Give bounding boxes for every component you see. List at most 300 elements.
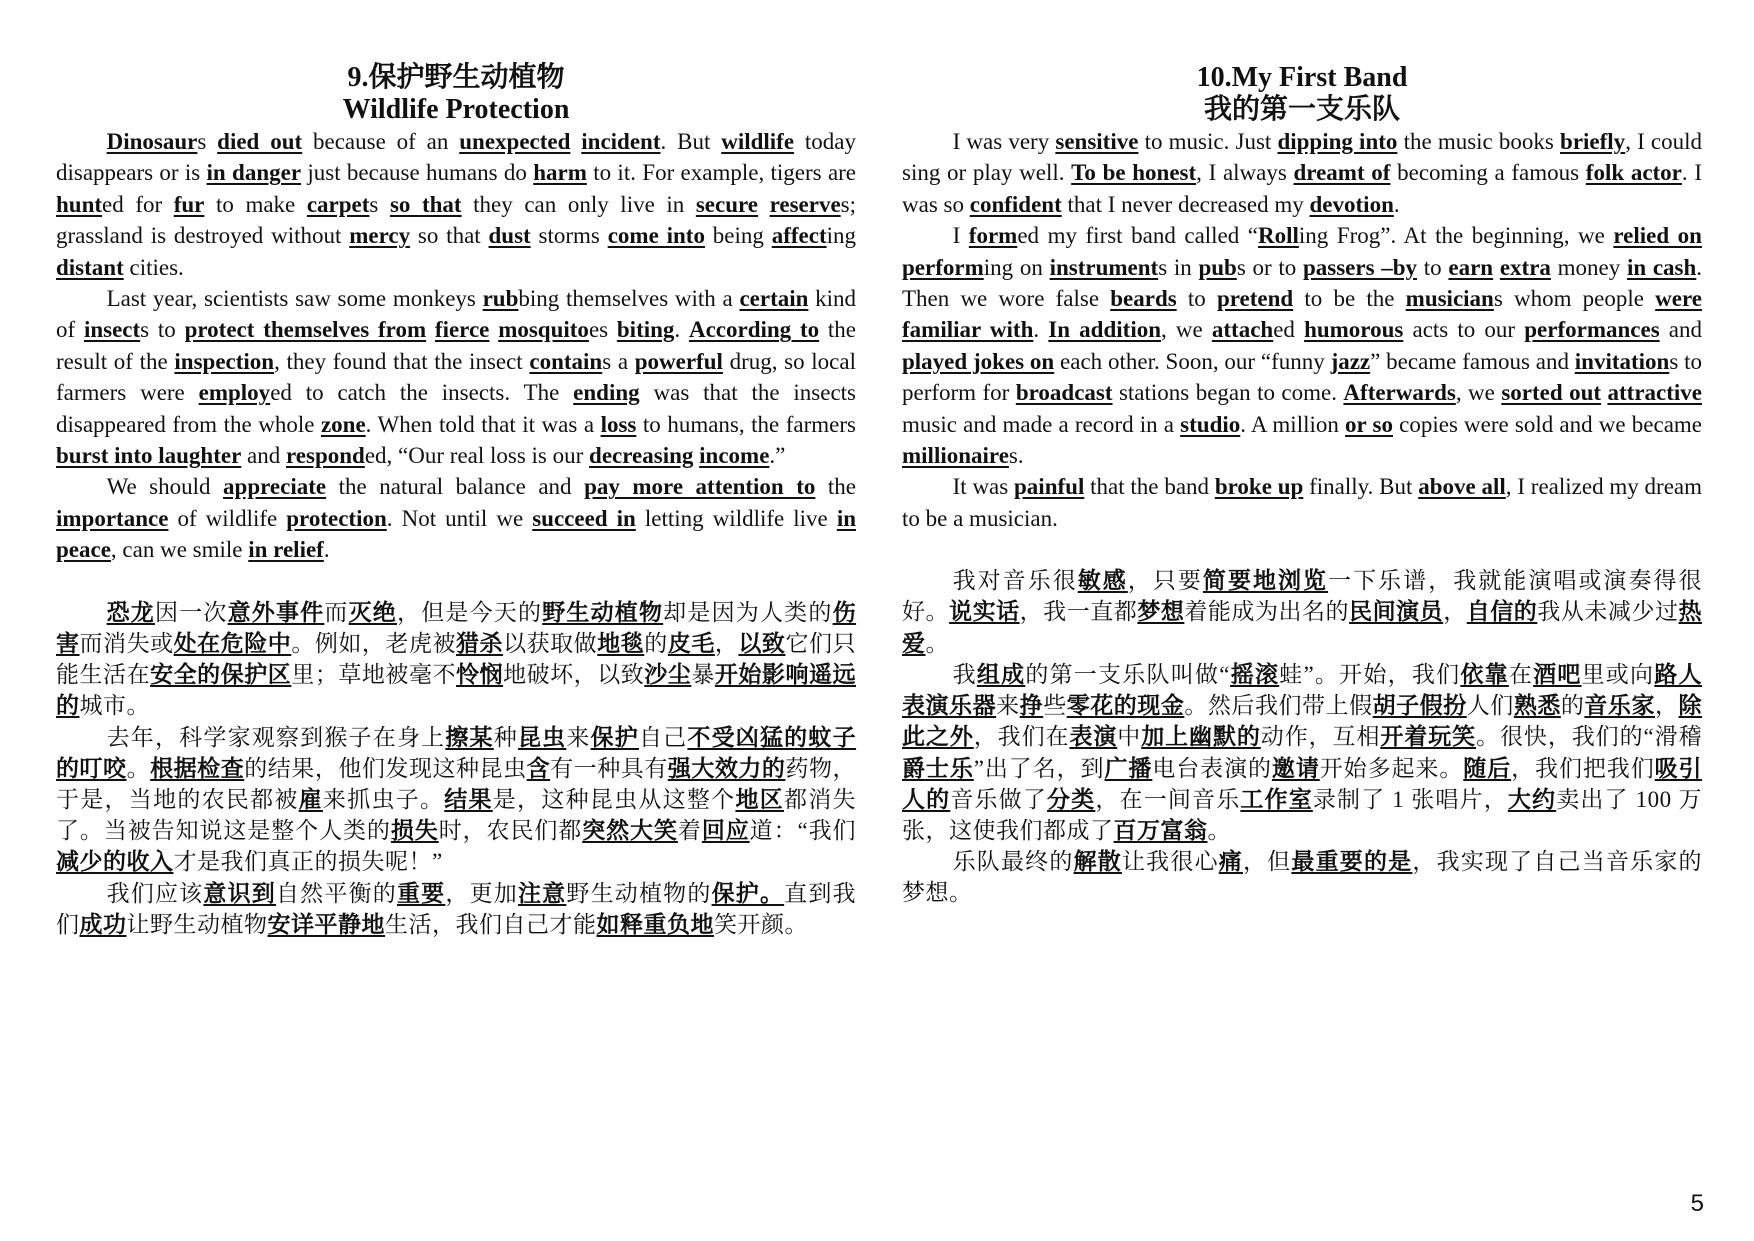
vocab-term: 处在危险中 [173, 630, 292, 656]
text-run: ed my first band called “ [1017, 223, 1259, 249]
text-run: 直到我们 [56, 880, 857, 937]
text-run: 是，这种昆虫从这整个 [492, 786, 736, 812]
text-run: ， [714, 630, 739, 656]
vocab-term: 保护 [590, 724, 639, 750]
text-run: .” [769, 443, 786, 469]
section-title-en: 10.My First Band [1196, 62, 1408, 93]
vocab-term: in danger [206, 160, 302, 186]
vocab-term: attractive [1607, 380, 1702, 406]
text-run: that I never decreased my [1061, 191, 1310, 217]
text-run: drug, so local farmers were [56, 348, 856, 406]
text-run: ，但是今天的 [397, 599, 543, 625]
text-run: to it. For example, tigers are [586, 160, 857, 186]
vocab-term: 安全的保护区 [150, 662, 292, 688]
text-run: 动作，互相 [1260, 724, 1381, 750]
vocab-term: 最重要的是 [1291, 849, 1413, 875]
text-run: , they found that the insect [274, 348, 530, 374]
text-run: 自然平衡的 [275, 880, 397, 906]
vocab-term: 回应 [701, 818, 750, 844]
vocab-term: musician [1405, 286, 1494, 312]
vocab-term: in peace [56, 505, 856, 563]
text-run: 来 [566, 724, 591, 750]
vocab-term: 保护。 [711, 880, 785, 906]
vocab-term: unexpected [459, 129, 571, 154]
vocab-term: secure [695, 191, 759, 217]
vocab-term: 含 [526, 755, 551, 781]
text-run: ，我们在 [973, 724, 1070, 750]
paragraph [56, 126, 856, 283]
vocab-term: 随后 [1463, 755, 1512, 781]
text-run: Last year, scientists saw some monkeys [106, 286, 483, 312]
text-run: 而 [324, 599, 349, 625]
vocab-term: wildlife [721, 129, 795, 154]
vocab-term: 成功 [79, 911, 127, 937]
vocab-term: 音乐家 [1584, 693, 1655, 719]
text-run: 蛙”。开始，我们 [1279, 661, 1461, 687]
text-run: 自己 [638, 724, 688, 750]
english-text [56, 126, 856, 566]
text-run [426, 317, 435, 342]
text-run: copies were sold and we became [1392, 411, 1703, 437]
vocab-term: 依靠 [1460, 661, 1509, 687]
vocab-term: dreamt of [1293, 160, 1391, 186]
vocab-term: died out [217, 129, 303, 154]
text-run: . Not until we [386, 505, 533, 531]
text-run: 录制了 1 张唱片， [1312, 786, 1508, 812]
vocab-term: harm [533, 160, 587, 186]
text-run: to [1176, 286, 1217, 312]
text-run: s [197, 129, 218, 154]
vocab-term: passers –by [1302, 254, 1418, 280]
vocab-term: 皮毛 [667, 630, 715, 656]
text-run: to [1417, 254, 1449, 280]
text-run: 我对音乐很 [952, 568, 1078, 594]
text-run: 以获取做 [503, 630, 598, 656]
vocab-term: carpet [306, 191, 370, 217]
vocab-term: 加上幽默的 [1141, 724, 1261, 750]
text-run: stations began to come. [1112, 380, 1344, 406]
vocab-term: 开始影响遥远的 [56, 662, 857, 719]
vocab-term: humorous [1304, 317, 1404, 343]
text-run: 野生动植物的 [566, 880, 712, 906]
vocab-term: 开着玩笑 [1380, 724, 1477, 750]
text-run: 时，农民们都 [438, 818, 583, 844]
vocab-term: beards [1110, 286, 1177, 312]
text-run: just because humans do [301, 160, 534, 186]
text-run: and [1659, 317, 1703, 343]
text-run: s a [602, 348, 635, 374]
text-run: to be the [1293, 286, 1406, 312]
paragraph [902, 659, 1702, 846]
vocab-term: 摇滚 [1229, 661, 1280, 687]
text-run: being [704, 223, 772, 249]
text-run: s or to [1236, 254, 1303, 280]
text-run: bing themselves with a [518, 286, 740, 312]
text-run: 有一种具有 [550, 755, 668, 781]
text-run: the natural balance and [326, 474, 585, 500]
vocab-term: 酒吧 [1533, 661, 1582, 687]
vocab-term: rub [482, 286, 519, 312]
vocab-term: 解散 [1073, 849, 1122, 875]
vocab-term: 意识到 [203, 880, 276, 906]
vocab-term: fierce [434, 317, 490, 343]
vocab-term: income [699, 443, 770, 469]
text-run: today disappears or is [56, 129, 857, 186]
text-run: . But [660, 129, 722, 154]
text-run: 在 [1508, 661, 1534, 687]
vocab-term: performances [1524, 317, 1660, 343]
text-run: ing [826, 223, 856, 249]
vocab-term: 损失 [390, 818, 439, 844]
text-run: 着 [677, 818, 702, 844]
paragraph [56, 471, 856, 565]
text-run: ， [1655, 693, 1679, 719]
paragraph [902, 220, 1702, 471]
page-number: 5 [1690, 1190, 1704, 1217]
text-run: 生活，我们自己才能 [385, 911, 597, 937]
text-run: 让野生动植物 [126, 911, 268, 937]
vocab-term: 民间演员 [1349, 599, 1444, 625]
vocab-term: 工作室 [1240, 786, 1313, 812]
text-run: the [815, 474, 856, 500]
text-run: . A million [1240, 411, 1346, 437]
text-run: ed, “Our real loss is our [364, 443, 590, 469]
text-run: 音乐做了 [950, 786, 1048, 812]
text-run: 种 [493, 724, 518, 750]
text-run: 我 [952, 661, 977, 687]
text-run: 。 [1207, 817, 1231, 843]
vocab-term: above all [1418, 474, 1506, 500]
text-run: 因一次 [155, 599, 228, 625]
vocab-term: briefly [1560, 129, 1626, 154]
vocab-term: 热爱 [902, 599, 1703, 656]
vocab-term: 如释重负地 [596, 911, 714, 937]
paragraph [56, 283, 856, 471]
vocab-term: invitation [1574, 348, 1670, 374]
vocab-term: broadcast [1015, 380, 1113, 406]
text-run [1493, 255, 1500, 280]
text-run: s. [1008, 443, 1024, 469]
text-run: to make [204, 191, 307, 217]
section-title-en: Wildlife Protection [342, 94, 570, 125]
text-run: becoming a famous [1390, 160, 1586, 186]
text-run: 笑开颜。 [714, 911, 808, 937]
text-run: each other. Soon, our “funny [1054, 348, 1331, 374]
text-run: 电台表演的 [1152, 755, 1272, 781]
text-run: 。 [126, 755, 151, 781]
vocab-term: ending [573, 380, 640, 406]
vocab-term: 梦想 [1137, 599, 1185, 625]
vocab-term: contain [529, 348, 603, 374]
text-run: music and made a record in a [902, 411, 1181, 437]
vocab-term: importance [56, 505, 169, 531]
vocab-term: pay more attention to [584, 474, 816, 500]
text-run: 才是我们真正的损失呢！” [173, 849, 443, 875]
vocab-term: 地区 [735, 786, 784, 812]
text-run: of wildlife [168, 505, 287, 531]
vocab-term: 重要 [396, 880, 446, 906]
text-run: the result of the [56, 317, 857, 374]
text-run: to music. Just [1138, 129, 1278, 154]
vocab-term: 表演 [1069, 724, 1118, 750]
vocab-term: instrument [1049, 254, 1159, 280]
text-run: , I always [1196, 160, 1294, 186]
text-run: cities. [123, 254, 184, 280]
vocab-term: so that [389, 191, 462, 217]
vocab-term: employ [198, 380, 271, 406]
text-run: to humans, the farmers [636, 411, 856, 437]
text-run: I was very [952, 129, 1056, 154]
vocab-term: fur [173, 191, 205, 217]
text-run: s [369, 191, 390, 217]
text-run: they can only live in [461, 191, 696, 217]
vocab-term: extra [1499, 254, 1551, 280]
text-run: ，更加 [445, 880, 518, 906]
text-run: . I was so [902, 160, 1702, 217]
vocab-term: 挣 [1019, 693, 1044, 719]
vocab-term: 雇 [298, 786, 323, 812]
text-run: 道：“我们 [749, 818, 857, 844]
vocab-term: hunt [56, 191, 103, 217]
vocab-term: 爵士乐 [902, 755, 974, 781]
text-run: 让我很心 [1121, 849, 1219, 875]
vocab-term: studio [1180, 411, 1241, 437]
text-run: because of an [302, 129, 460, 154]
text-run: es [588, 317, 617, 343]
vocab-term: mosquito [498, 317, 589, 343]
text-run: , can we smile [110, 537, 249, 563]
left-column [56, 62, 856, 940]
text-run: . [323, 537, 330, 563]
text-run: s to [140, 317, 185, 343]
chinese-text [56, 597, 856, 940]
vocab-term: in cash [1626, 254, 1697, 280]
vocab-term: appreciate [223, 474, 327, 500]
vocab-term: distant [56, 254, 124, 280]
text-run: 药物，于是，当地的农民都被 [56, 755, 857, 812]
right-column [902, 62, 1702, 909]
text-run: , we [1455, 380, 1502, 406]
text-run: ” became famous and [1370, 348, 1575, 374]
text-run: It was [952, 474, 1015, 500]
text-run: 我从未减少过 [1537, 599, 1679, 625]
vocab-term: 路人表演乐器 [902, 661, 1703, 719]
text-run: . [674, 317, 689, 343]
vocab-term: sorted out [1501, 380, 1602, 406]
text-run: s to perform for [902, 348, 1703, 406]
text-run: . Then we wore false [902, 254, 1703, 312]
text-run: 却是因为人类的 [663, 599, 833, 625]
vocab-term: inspection [174, 348, 275, 374]
vocab-term: burst into laughter [56, 443, 242, 469]
vocab-term: loss [600, 411, 637, 437]
vocab-term: dipping into [1277, 129, 1398, 154]
text-run: finally. But [1303, 474, 1419, 500]
text-run: 卖出了 100 万张，这使我们都成了 [902, 786, 1703, 843]
vocab-term: 猎杀 [456, 630, 504, 656]
vocab-term: 大约 [1507, 786, 1557, 812]
chinese-text [902, 565, 1702, 908]
text-run: 。 [925, 630, 949, 656]
text-run: the music books [1397, 129, 1561, 154]
vocab-term: 说实话 [949, 599, 1020, 625]
text-run: ed for [102, 191, 174, 217]
text-run: ing Frog”. At the beginning, we [1298, 223, 1614, 249]
vocab-term: protection [286, 505, 387, 531]
text-run: ed to catch the insects. The [270, 380, 574, 406]
text-run: 的 [1560, 693, 1585, 719]
vocab-term: 以致 [738, 630, 786, 656]
text-run: 的结果，他们发现这种昆虫 [244, 755, 527, 781]
vocab-term: jazz [1330, 348, 1371, 374]
text-run: ing on [983, 254, 1050, 280]
vocab-term: in relief [248, 537, 324, 563]
text-run [489, 317, 498, 342]
section-title-zh: 9.保护野生动植物 [347, 62, 565, 93]
text-run: s; grassland is destroyed without [56, 191, 857, 249]
vocab-term: 地毯 [597, 630, 645, 656]
vocab-term: 结果 [444, 786, 493, 812]
vocab-term: incident [581, 129, 661, 154]
vocab-term: attach [1211, 317, 1274, 343]
vocab-term: 除此之外 [902, 693, 1703, 750]
vocab-term: respond [286, 443, 365, 469]
text-run: 里；草地被毫不 [291, 662, 457, 688]
vocab-term: sensitive [1055, 129, 1139, 154]
text-run: , I could sing or play well. [902, 129, 1703, 186]
vocab-term: 沙尘 [644, 662, 692, 688]
text-run: ，我一直都 [1019, 599, 1138, 625]
vocab-term: 减少的收入 [56, 849, 174, 875]
vocab-term: 根据检查 [150, 755, 245, 781]
text-run: was that the insects disappeared from the whole [56, 380, 856, 437]
text-run: kind of [56, 286, 857, 343]
text-run: 乐队最终的 [952, 849, 1074, 875]
text-run: 开始多起来。 [1319, 755, 1464, 781]
text-run: 暴 [691, 662, 715, 688]
text-run: We should [106, 474, 224, 500]
text-run: 一下乐谱，我就能演唱或演奏得很好。 [902, 568, 1702, 625]
text-run: 。例如，老虎被 [291, 630, 457, 656]
vocab-term: 组成 [976, 661, 1026, 687]
vocab-term: dust [488, 223, 531, 249]
text-run: . When told that it was a [365, 411, 601, 437]
text-run: ”出了名，到 [973, 755, 1105, 781]
text-run: 中 [1117, 724, 1142, 750]
text-run: 些 [1043, 693, 1067, 719]
paragraph [56, 597, 856, 722]
text-run: 的第一支乐队叫做“ [1025, 661, 1230, 687]
text-run: 地破坏，以致 [503, 662, 645, 688]
text-run: 我们应该 [106, 880, 204, 906]
vocab-term: 怜悯 [456, 662, 504, 688]
paragraph [902, 565, 1702, 659]
vocab-term: 安详平静地 [267, 911, 385, 937]
text-run: ，我实现了自己当音乐家的梦想。 [902, 849, 1703, 906]
vocab-term: succeed in [532, 505, 636, 531]
vocab-term: According to [688, 317, 820, 343]
text-run: , we [1161, 317, 1212, 343]
text-run: 里或向 [1581, 661, 1655, 687]
vocab-term: were familiar with [902, 286, 1702, 343]
vocab-term: insect [83, 317, 141, 343]
text-run: ed [1273, 317, 1305, 343]
vocab-term: zone [320, 411, 366, 437]
english-text [902, 126, 1702, 534]
vocab-term: 吸引人的 [902, 755, 1703, 812]
vocab-term: earn [1448, 254, 1494, 280]
text-run: 人们 [1466, 693, 1514, 719]
vocab-term: or so [1345, 411, 1393, 437]
text-run: 来抓虫子。 [322, 786, 445, 812]
paragraph [902, 126, 1702, 220]
paragraph [56, 722, 856, 878]
text-run [758, 192, 770, 217]
vocab-term: 野生动植物 [542, 599, 664, 625]
vocab-term: 简要地浏览 [1202, 568, 1329, 594]
vocab-term: 灭绝 [348, 599, 397, 625]
vocab-term: In addition [1048, 317, 1161, 343]
vocab-term: 昆虫 [517, 724, 567, 750]
vocab-term: come into [607, 223, 705, 249]
text-run: 。很快，我们的“滑稽 [1476, 724, 1703, 750]
text-run: s in [1158, 254, 1199, 280]
vocab-term: To be honest [1071, 160, 1197, 186]
vocab-term: 突然大笑 [582, 818, 678, 844]
text-run: money [1550, 254, 1627, 280]
vocab-term: 自信的 [1466, 599, 1538, 625]
text-run: ，我们把我们 [1511, 755, 1655, 781]
vocab-term: relied on [1613, 223, 1702, 249]
vocab-term: 百万富翁 [1113, 817, 1208, 843]
text-run [570, 129, 581, 154]
vocab-term: form [968, 223, 1018, 249]
vocab-term: decreasing [589, 443, 694, 469]
vocab-term: certain [739, 286, 809, 312]
text-run: 的 [644, 630, 668, 656]
text-run: acts to our [1403, 317, 1525, 343]
text-run: and [241, 443, 287, 469]
vocab-term: 邀请 [1271, 755, 1320, 781]
vocab-term: played jokes on [902, 348, 1055, 374]
text-run: 它们只能生活在 [56, 630, 857, 688]
text-run: 着能成为出名的 [1184, 599, 1350, 625]
vocab-term: 熟悉 [1513, 693, 1561, 719]
text-run: letting wildlife live [635, 505, 837, 531]
vocab-term: 注意 [517, 880, 567, 906]
vocab-term: Dinosaur [106, 129, 198, 154]
paragraph [56, 878, 856, 940]
text-run: so that [410, 223, 489, 249]
vocab-term: 敏感 [1077, 568, 1128, 594]
text-run: 城市。 [79, 693, 150, 719]
text-run: 而消失或 [79, 630, 174, 656]
vocab-term: pub [1198, 254, 1237, 280]
text-run: ，只要 [1127, 568, 1203, 594]
vocab-term: Roll [1258, 223, 1299, 249]
text-run: ，但 [1242, 849, 1292, 875]
vocab-term: mercy [349, 223, 411, 249]
text-run: 去年，科学家观察到猴子在身上 [106, 724, 446, 750]
vocab-term: devotion [1309, 191, 1394, 217]
vocab-term: biting [616, 317, 675, 343]
text-run: . [1033, 317, 1049, 343]
vocab-term: 胡子假扮 [1372, 693, 1467, 719]
section-title-zh: 我的第一支乐队 [1203, 94, 1400, 125]
vocab-term: 擦某 [445, 724, 494, 750]
vocab-term: pretend [1216, 286, 1294, 312]
vocab-term: millionaire [902, 443, 1009, 469]
